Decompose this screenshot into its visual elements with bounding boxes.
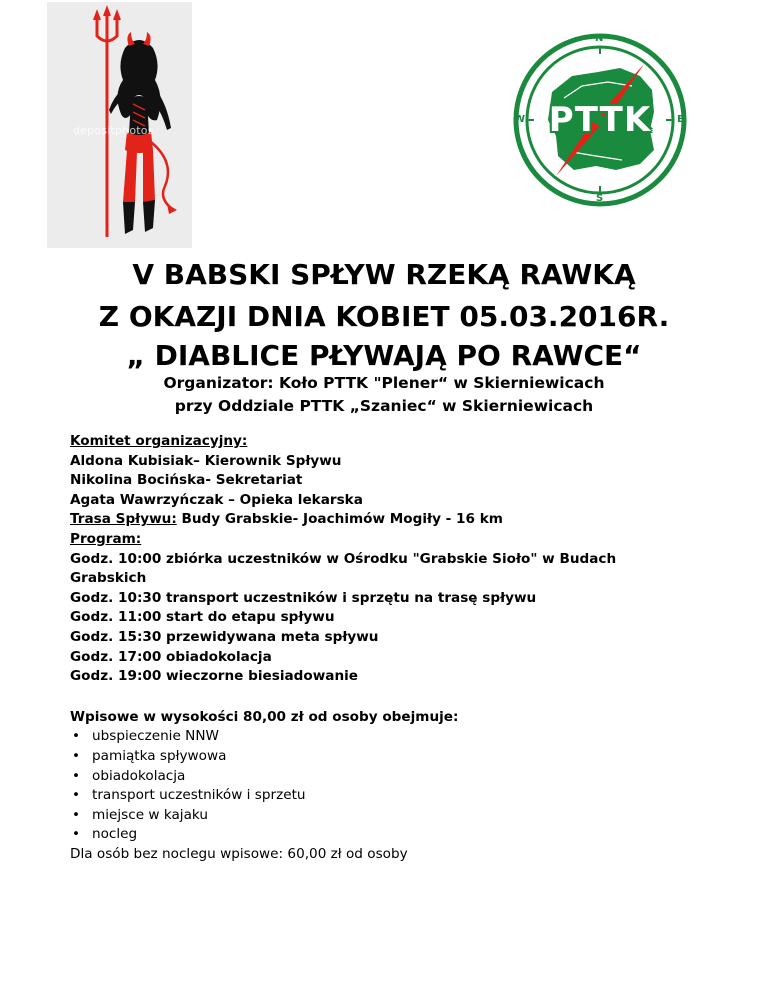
fee-item: • ubspieczenie NNW	[70, 727, 710, 747]
fee-item: • pamiątka spływowa	[70, 747, 710, 767]
compass-n: N	[595, 33, 604, 44]
pttk-logo-text: PTTK	[548, 100, 652, 140]
fee-item: • transport uczestników i sprzetu	[70, 786, 710, 806]
compass-s: S	[596, 193, 604, 204]
route-line	[70, 510, 710, 530]
program-item: Godz. 11:00 start do etapu spływu	[70, 609, 335, 626]
program-item: Godz. 10:30 transport uczestników i sprzętu na trasę spływu	[70, 589, 537, 606]
pttk-logo	[512, 32, 688, 208]
devil-illustration	[47, 2, 192, 248]
title-line-1: V BABSKI SPŁYW RZEKĄ RAWKĄ	[132, 258, 636, 291]
route-value: Budy Grabskie- Joachimów Mogiły - 16 km	[176, 511, 503, 528]
organizer-line-1: Organizator: Koło PTTK "Plener“ w Skierniewicach	[163, 374, 605, 392]
title-line-2: Z OKAZJI DNIA KOBIET 05.03.2016R.	[98, 300, 670, 333]
committee-heading: Komitet organizacyjny:	[70, 433, 248, 449]
title-line-3: „ DIABLICE PŁYWAJĄ PO RAWCE“	[126, 339, 642, 372]
compass-e: E	[677, 114, 684, 125]
fee-note: Dla osób bez noclegu wpisowe: 60,00 zł od osoby	[70, 845, 408, 862]
program-item: Godz. 15:30 przewidywana meta spływu	[70, 628, 379, 645]
fee-heading: Wpisowe w wysokości 80,00 zł od osoby obejmuje:	[70, 708, 459, 725]
fee-list	[70, 727, 710, 845]
program-item: Godz. 17:00 obiadokolacja	[70, 648, 272, 665]
program-item: Grabskich	[70, 570, 147, 587]
program-heading: Program:	[70, 530, 142, 547]
committee-member: Agata Wawrzyńczak – Opieka lekarska	[70, 491, 363, 508]
fee-item: • nocleg	[70, 825, 710, 845]
route-label: Trasa Spływu:	[70, 511, 177, 528]
fee-item: • obiadokolacja	[70, 767, 710, 787]
committee-member: Aldona Kubisiak– Kierownik Spływu	[70, 452, 342, 469]
organizer-line-2: przy Oddziale PTTK „Szaniec“ w Skierniewicach	[174, 397, 594, 415]
watermark: depositphotos	[73, 124, 154, 137]
program-item: Godz. 10:00 zbiórka uczestników w Ośrodku "Grabskie Sioło" w Budach	[70, 550, 617, 567]
program-item: Godz. 19:00 wieczorne biesiadowanie	[70, 668, 359, 685]
compass-w: W	[514, 114, 526, 125]
event-details	[70, 432, 710, 864]
committee-member: Nikolina Bocińska- Sekretariat	[70, 472, 303, 489]
fee-item: • miejsce w kajaku	[70, 806, 710, 826]
